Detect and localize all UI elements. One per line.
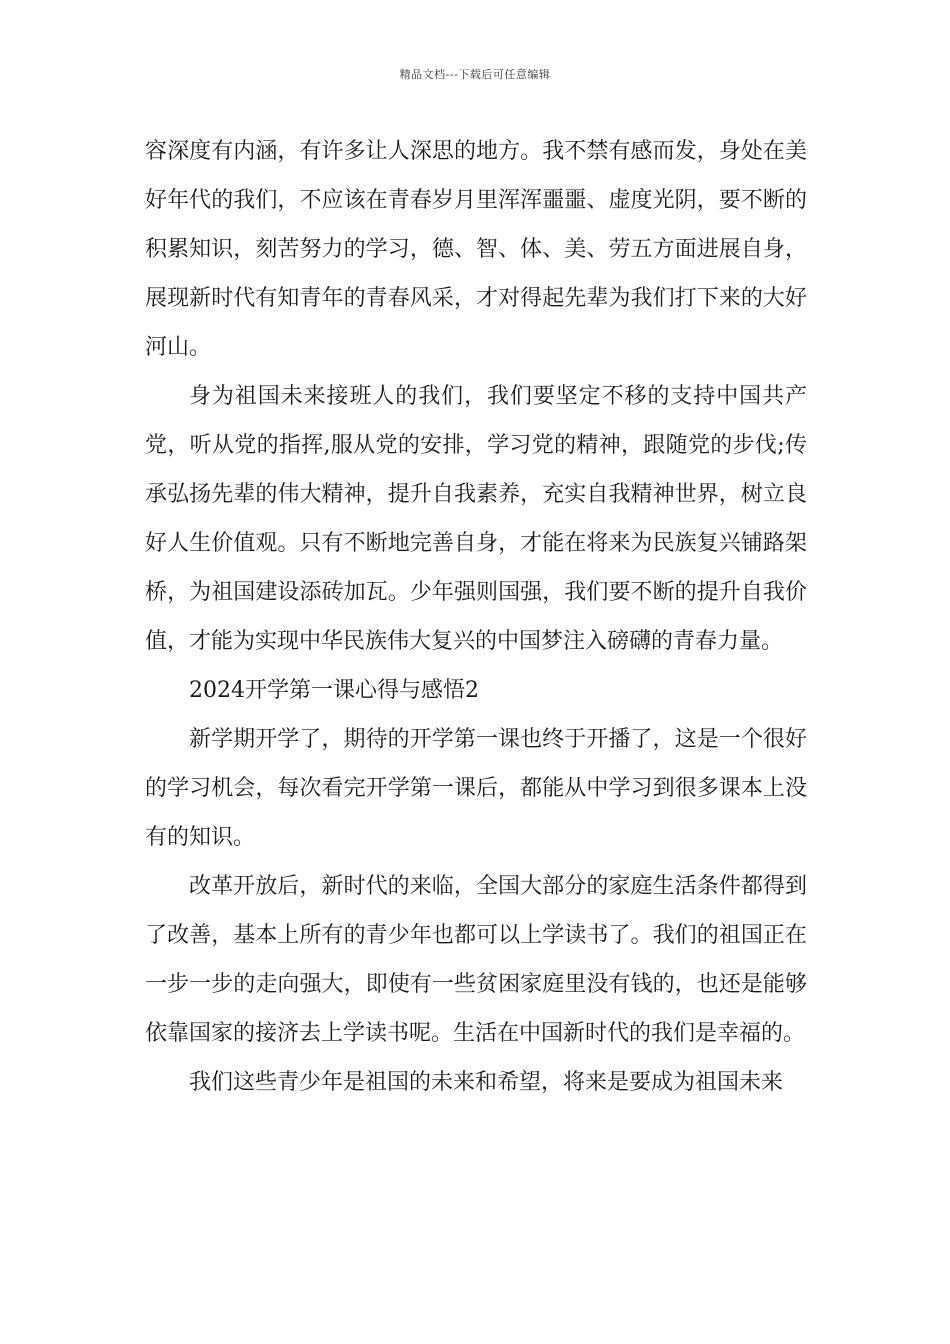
paragraph: 容深度有内涵，有许多让人深思的地方。我不禁有感而发，身处在美好年代的我们，不应该在青春岁月里浑浑噩噩、虚度光阴，要不断的积累知识，刻苦努力的学习，德、智、体、美、劳五方面进展自身，展现新时代有知青年的青春风采，才对得起先辈为我们打下来的大好河山。 <box>145 139 807 360</box>
page-header: 精品文档---下载后可任意编辑 <box>399 68 551 81</box>
document-body <box>145 127 807 1107</box>
paragraph: 我们这些青少年是祖国的未来和希望，将来是要成为祖国未来 <box>189 1070 784 1095</box>
paragraph: 新学期开学了，期待的开学第一课也终于开播了，这是一个很好的学习机会，每次看完开学第一课后，都能从中学习到很多课本上没有的知识。 <box>145 727 807 850</box>
paragraph: 身为祖国未来接班人的我们，我们要坚定不移的支持中国共产党，听从党的指挥,服从党的安排，学习党的精神，跟随党的步伐;传承弘扬先辈的伟大精神，提升自我素养，充实自我精神世界，树立良好人生价值观。只有不断地完善自身，才能在将来为民族复兴铺路架桥，为祖国建设添砖加瓦。少年强则国强，我们要不断的提升自我价值，才能为实现中华民族伟大复兴的中国梦注入磅礴的青春力量。 <box>145 384 807 654</box>
paragraph: 改革开放后，新时代的来临，全国大部分的家庭生活条件都得到了改善，基本上所有的青少年也都可以上学读书了。我们的祖国正在一步一步的走向强大，即使有一些贫困家庭里没有钱的，也还是能够依靠国家的接济去上学读书呢。生活在中国新时代的我们是幸福的。 <box>145 874 807 1046</box>
section-heading: 2024开学第一课心得与感悟2 <box>189 678 479 703</box>
